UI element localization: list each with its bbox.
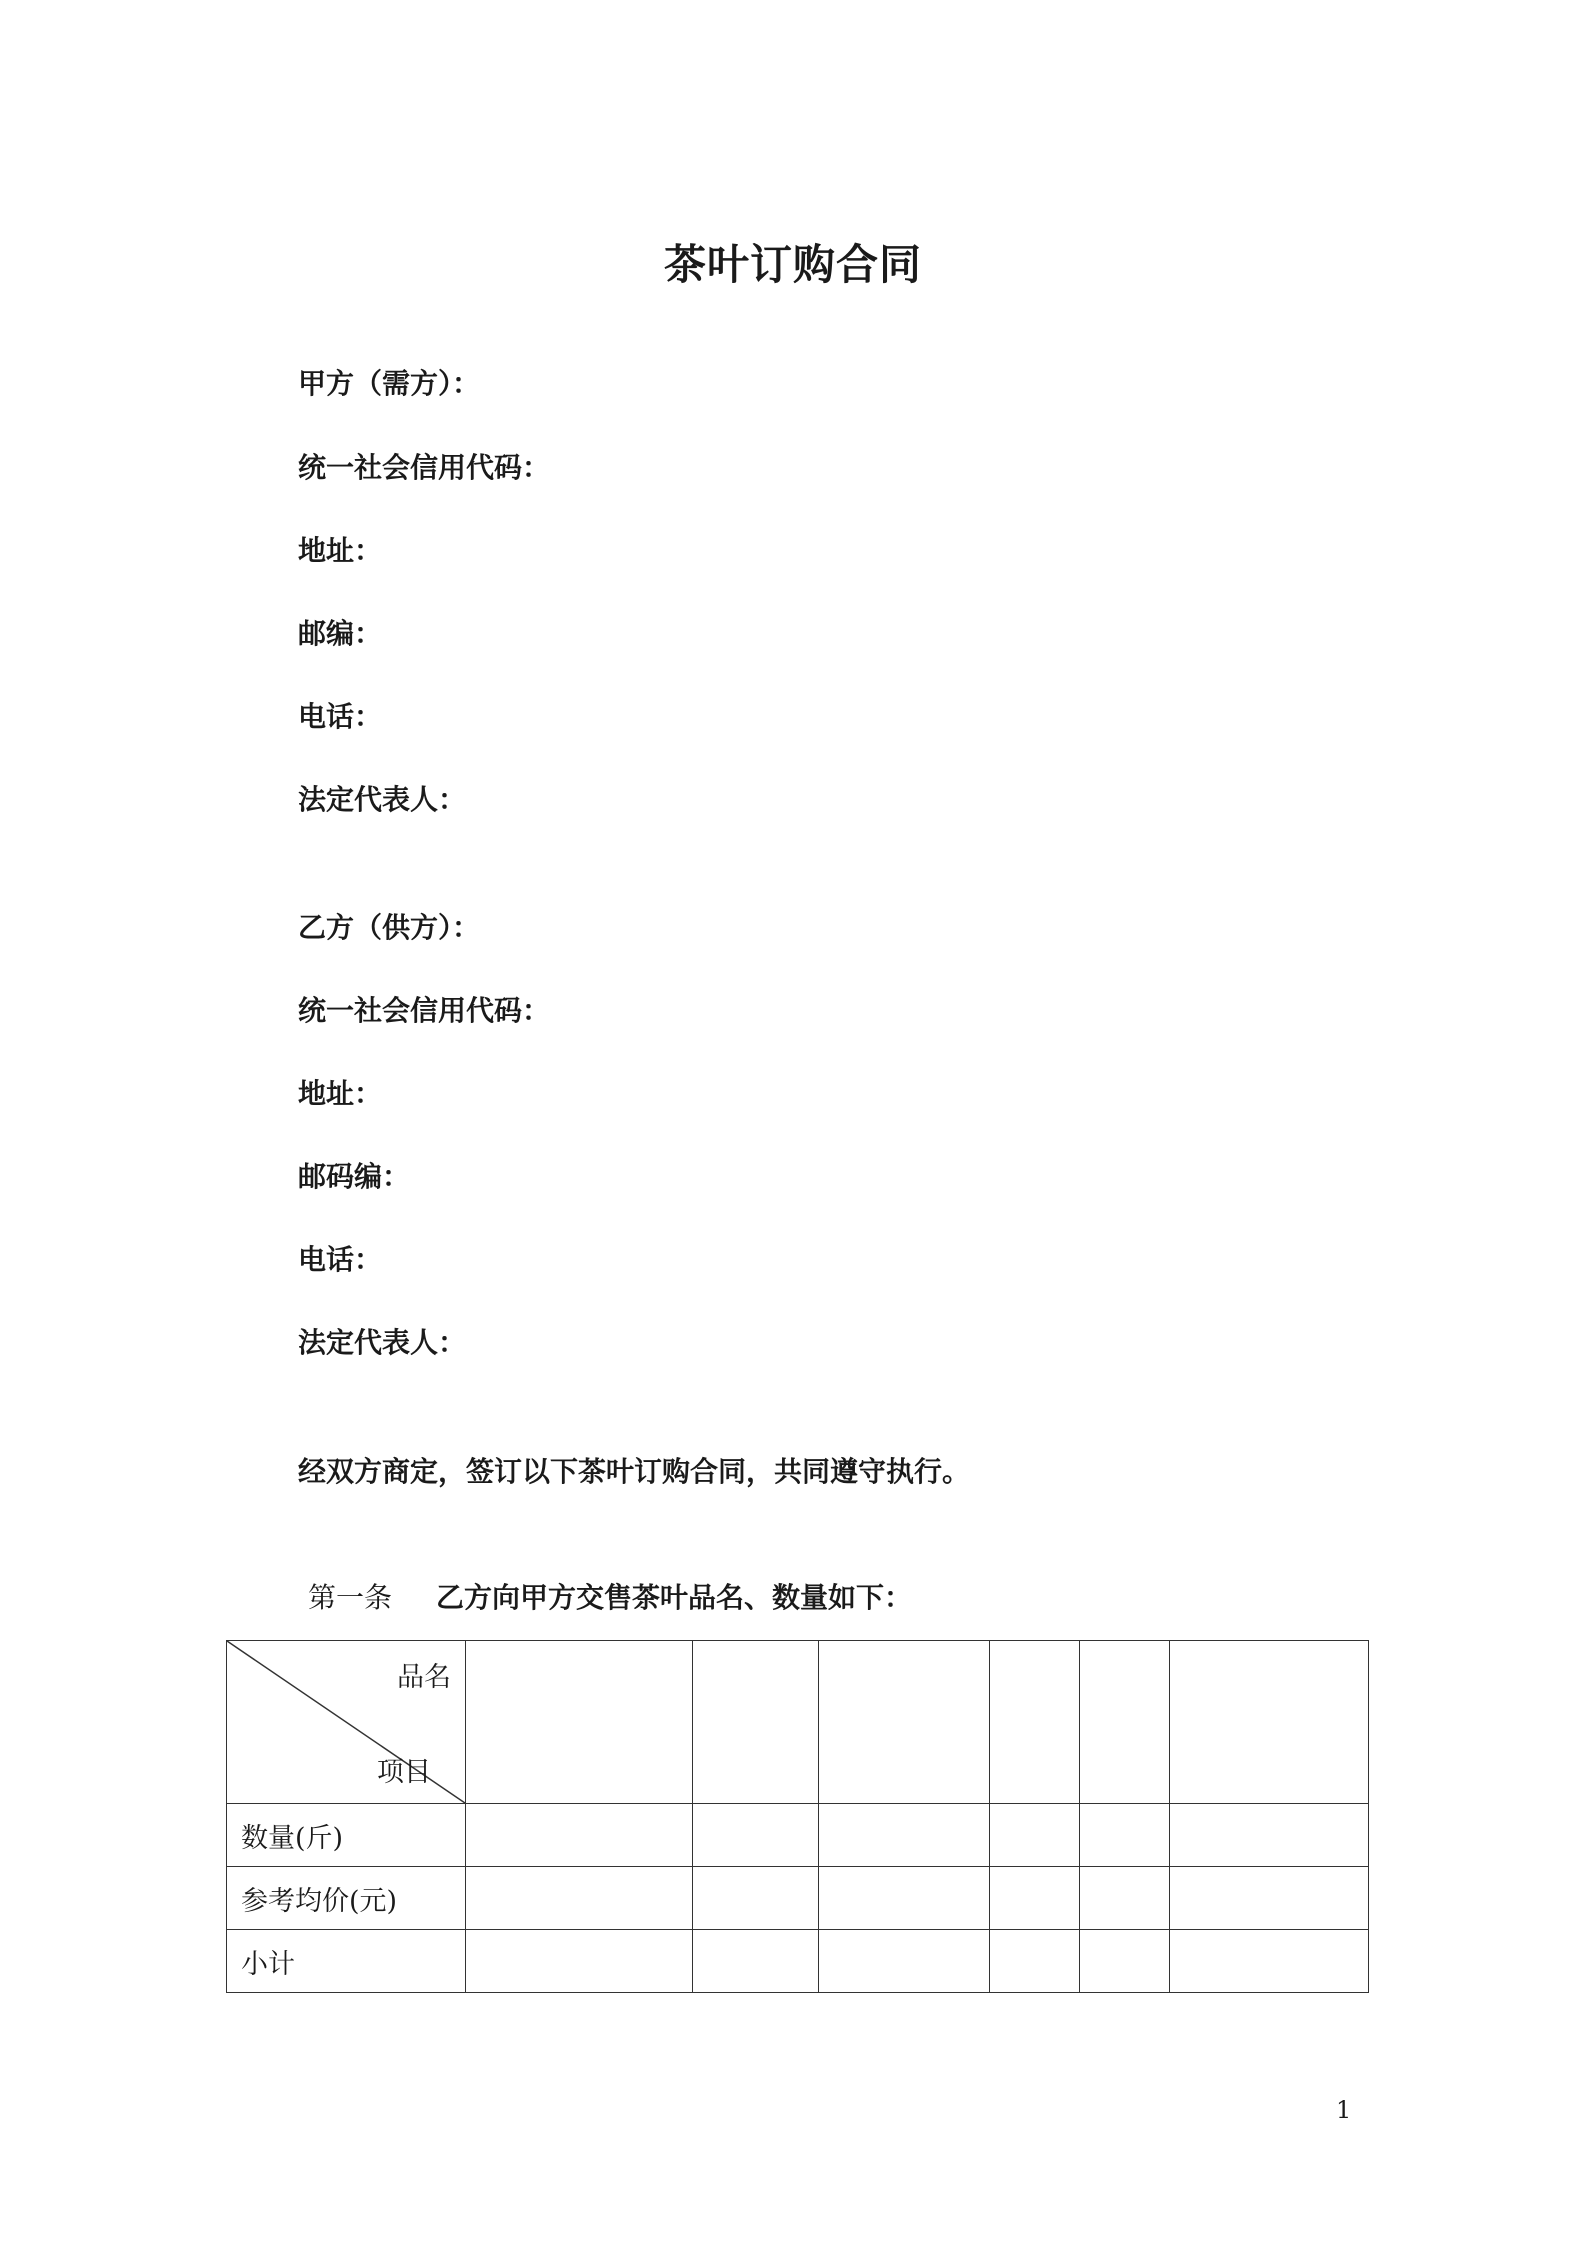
table-cell — [1080, 1930, 1170, 1993]
party-b-legal-rep: 法定代表人： — [298, 1326, 467, 1359]
product-col-5 — [1080, 1641, 1170, 1804]
article-1-text: 乙方向甲方交售茶叶品名、数量如下： — [436, 1581, 913, 1614]
party-b-credit-code: 统一社会信用代码： — [298, 994, 551, 1027]
table-cell — [1170, 1867, 1369, 1930]
party-b-postcode: 邮码编： — [298, 1160, 411, 1193]
party-a-phone: 电话： — [298, 700, 383, 733]
table-cell — [1170, 1804, 1369, 1867]
intro-paragraph: 经双方商定，签订以下茶叶订购合同，共同遵守执行。 — [298, 1455, 971, 1488]
table-cell — [990, 1930, 1080, 1993]
table-cell — [466, 1867, 693, 1930]
table-cell — [1170, 1930, 1369, 1993]
table-cell — [466, 1804, 693, 1867]
header-item: 项目 — [377, 1757, 431, 1788]
article-1 — [308, 1576, 912, 1616]
table-cell — [466, 1930, 693, 1993]
party-b-address: 地址： — [298, 1077, 383, 1110]
table-cell — [1080, 1867, 1170, 1930]
product-col-4 — [990, 1641, 1080, 1804]
page-number: 1 — [1336, 2096, 1352, 2124]
party-a-address: 地址： — [298, 534, 383, 567]
page-title: 茶叶订购合同 — [663, 240, 922, 289]
table-row — [227, 1930, 1369, 1993]
product-col-6 — [1170, 1641, 1369, 1804]
table-cell — [990, 1804, 1080, 1867]
table-cell — [819, 1867, 990, 1930]
header-product-name: 品名 — [397, 1662, 451, 1693]
tea-order-table — [226, 1640, 1369, 1993]
table-header-row — [227, 1641, 1369, 1804]
party-b-phone: 电话： — [298, 1243, 383, 1276]
table-cell — [819, 1930, 990, 1993]
table-row — [227, 1804, 1369, 1867]
row-label-quantity: 数量(斤) — [227, 1804, 466, 1867]
table-cell — [693, 1930, 819, 1993]
product-col-1 — [466, 1641, 693, 1804]
product-col-3 — [819, 1641, 990, 1804]
table-row — [227, 1867, 1369, 1930]
article-1-number: 第一条 — [308, 1581, 393, 1614]
table-cell — [693, 1867, 819, 1930]
table-cell — [990, 1867, 1080, 1930]
table-cell — [693, 1804, 819, 1867]
row-label-avg-price: 参考均价(元) — [227, 1867, 466, 1930]
table-cell — [819, 1804, 990, 1867]
party-a-credit-code: 统一社会信用代码： — [298, 451, 551, 484]
party-a-legal-rep: 法定代表人： — [298, 783, 467, 816]
diagonal-header-cell — [227, 1641, 466, 1804]
party-b-heading: 乙方（供方）： — [298, 911, 481, 944]
party-a-heading: 甲方（需方）： — [298, 367, 481, 400]
table-cell — [1080, 1804, 1170, 1867]
row-label-subtotal: 小计 — [227, 1930, 466, 1993]
party-a-postcode: 邮编： — [298, 617, 383, 650]
product-col-2 — [693, 1641, 819, 1804]
